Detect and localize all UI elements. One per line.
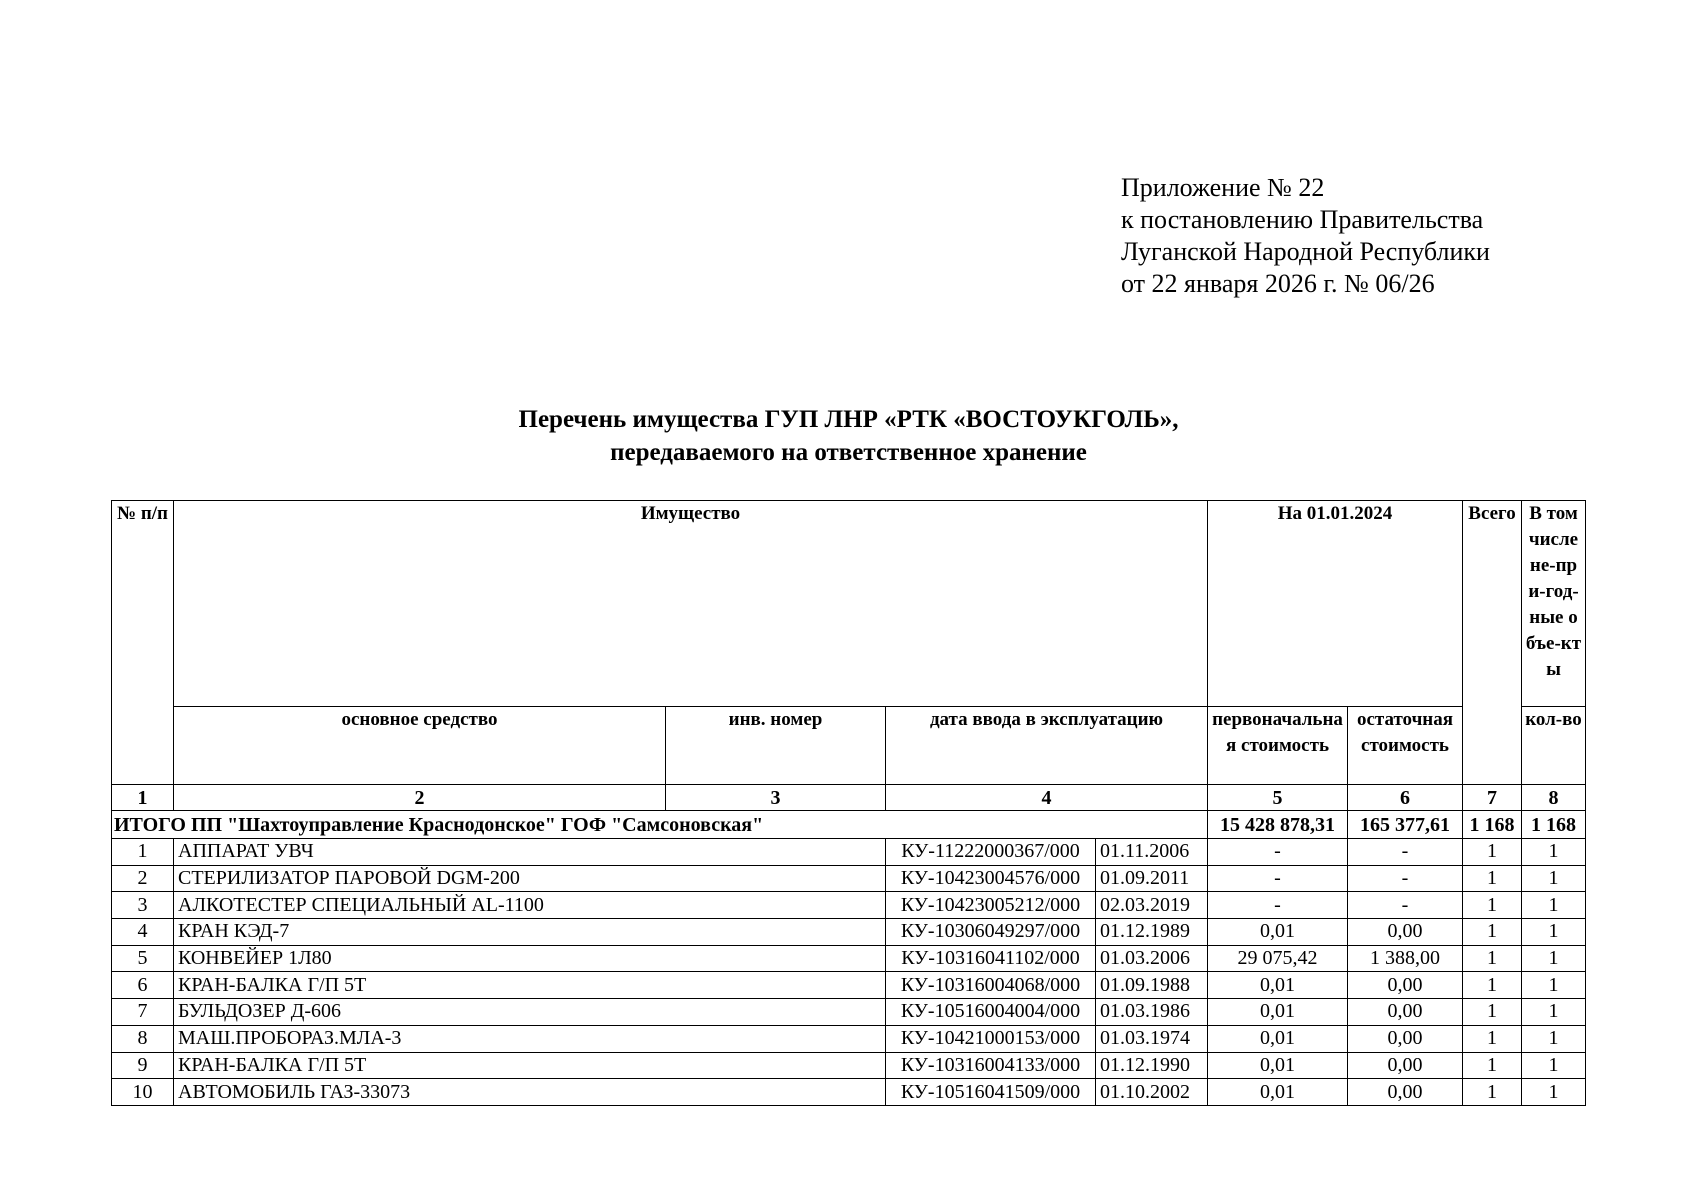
col-number: 7 (1463, 785, 1522, 811)
initial-cost: 29 075,42 (1208, 945, 1348, 972)
col-number: 6 (1348, 785, 1463, 811)
header-inv: инв. номер (666, 707, 886, 785)
initial-cost: - (1208, 892, 1348, 919)
unusable-qty: 1 (1522, 919, 1586, 946)
property-table (111, 500, 1586, 1106)
summary-label: ИТОГО ПП "Шахтоуправление Краснодонское" ГОФ "Самсоновская" (112, 811, 1208, 839)
asset-name: АЛКОТЕСТЕР СПЕЦИАЛЬНЫЙ AL-1100 (174, 892, 886, 919)
column-number-row (112, 785, 1586, 811)
inventory-number: КУ-10516004004/000 (886, 999, 1096, 1026)
commission-date: 01.11.2006 (1096, 839, 1208, 866)
row-number: 10 (112, 1079, 174, 1106)
header-row-sub (112, 707, 1586, 785)
inventory-number: КУ-10316041102/000 (886, 945, 1096, 972)
header-unusable: В том числе не-при-год-ные объе-кты (1522, 501, 1586, 707)
residual-cost: - (1348, 892, 1463, 919)
residual-cost: 0,00 (1348, 919, 1463, 946)
commission-date: 02.03.2019 (1096, 892, 1208, 919)
unusable-qty: 1 (1522, 1025, 1586, 1052)
inventory-number: КУ-10516041509/000 (886, 1079, 1096, 1106)
initial-cost: - (1208, 865, 1348, 892)
col-number: 3 (666, 785, 886, 811)
asset-name: КОНВЕЙЕР 1Л80 (174, 945, 886, 972)
asset-name: БУЛЬДОЗЕР Д-606 (174, 999, 886, 1026)
table-row (112, 1052, 1586, 1079)
residual-cost: 1 388,00 (1348, 945, 1463, 972)
row-number: 1 (112, 839, 174, 866)
row-number: 8 (112, 1025, 174, 1052)
asset-name: АППАРАТ УВЧ (174, 839, 886, 866)
residual-cost: 0,00 (1348, 1052, 1463, 1079)
asset-name: АВТОМОБИЛЬ ГАЗ-33073 (174, 1079, 886, 1106)
row-number: 5 (112, 945, 174, 972)
commission-date: 01.09.1988 (1096, 972, 1208, 999)
inventory-number: КУ-11222000367/000 (886, 839, 1096, 866)
appendix-note (1121, 172, 1490, 300)
total-qty: 1 (1463, 865, 1522, 892)
header-total: Всего (1463, 501, 1522, 785)
summary-initial-cost: 15 428 878,31 (1208, 811, 1348, 839)
summary-total: 1 168 (1463, 811, 1522, 839)
inventory-number: КУ-10316004133/000 (886, 1052, 1096, 1079)
initial-cost: 0,01 (1208, 999, 1348, 1026)
total-qty: 1 (1463, 1079, 1522, 1106)
commission-date: 01.12.1989 (1096, 919, 1208, 946)
initial-cost: 0,01 (1208, 1025, 1348, 1052)
header-num: № п/п (112, 501, 174, 785)
total-qty: 1 (1463, 919, 1522, 946)
residual-cost: 0,00 (1348, 1079, 1463, 1106)
row-number: 4 (112, 919, 174, 946)
col-number: 1 (112, 785, 174, 811)
col-number: 8 (1522, 785, 1586, 811)
residual-cost: - (1348, 839, 1463, 866)
residual-cost: 0,00 (1348, 1025, 1463, 1052)
asset-name: КРАН-БАЛКА Г/П 5Т (174, 972, 886, 999)
col-number: 2 (174, 785, 666, 811)
table-row (112, 999, 1586, 1026)
total-qty: 1 (1463, 839, 1522, 866)
unusable-qty: 1 (1522, 1079, 1586, 1106)
total-qty: 1 (1463, 999, 1522, 1026)
appendix-decree: к постановлению Правительства (1121, 205, 1484, 234)
inventory-number: КУ-10423004576/000 (886, 865, 1096, 892)
appendix-date: от 22 января 2026 г. № 06/26 (1121, 269, 1435, 298)
table-row (112, 1079, 1586, 1106)
commission-date: 01.10.2002 (1096, 1079, 1208, 1106)
commission-date: 01.12.1990 (1096, 1052, 1208, 1079)
header-residual-cost: остаточная стоимость (1348, 707, 1463, 785)
initial-cost: 0,01 (1208, 972, 1348, 999)
inventory-number: КУ-10316004068/000 (886, 972, 1096, 999)
header-qty: кол-во (1522, 707, 1586, 785)
table-row (112, 892, 1586, 919)
residual-cost: 0,00 (1348, 999, 1463, 1026)
header-row-top (112, 501, 1586, 707)
total-qty: 1 (1463, 1052, 1522, 1079)
unusable-qty: 1 (1522, 1052, 1586, 1079)
inventory-number: КУ-10421000153/000 (886, 1025, 1096, 1052)
commission-date: 01.03.1974 (1096, 1025, 1208, 1052)
unusable-qty: 1 (1522, 892, 1586, 919)
initial-cost: - (1208, 839, 1348, 866)
header-as-of: На 01.01.2024 (1208, 501, 1463, 707)
residual-cost: 0,00 (1348, 972, 1463, 999)
table-body (112, 839, 1586, 1106)
title-line-2: передаваемого на ответственное хранение (610, 439, 1087, 466)
summary-row (112, 811, 1586, 839)
appendix-republic: Луганской Народной Республики (1121, 237, 1490, 266)
table-row (112, 1025, 1586, 1052)
col-number: 5 (1208, 785, 1348, 811)
initial-cost: 0,01 (1208, 1079, 1348, 1106)
summary-residual-cost: 165 377,61 (1348, 811, 1463, 839)
table-row (112, 945, 1586, 972)
row-number: 7 (112, 999, 174, 1026)
asset-name: СТЕРИЛИЗАТОР ПАРОВОЙ DGM-200 (174, 865, 886, 892)
table-row (112, 972, 1586, 999)
col-number: 4 (886, 785, 1208, 811)
header-property: Имущество (174, 501, 1208, 707)
total-qty: 1 (1463, 945, 1522, 972)
unusable-qty: 1 (1522, 999, 1586, 1026)
header-asset: основное средство (174, 707, 666, 785)
residual-cost: - (1348, 865, 1463, 892)
unusable-qty: 1 (1522, 972, 1586, 999)
unusable-qty: 1 (1522, 865, 1586, 892)
appendix-number: Приложение № 22 (1121, 173, 1325, 202)
commission-date: 01.09.2011 (1096, 865, 1208, 892)
asset-name: КРАН КЭД-7 (174, 919, 886, 946)
inventory-number: КУ-10306049297/000 (886, 919, 1096, 946)
inventory-number: КУ-10423005212/000 (886, 892, 1096, 919)
commission-date: 01.03.2006 (1096, 945, 1208, 972)
total-qty: 1 (1463, 892, 1522, 919)
commission-date: 01.03.1986 (1096, 999, 1208, 1026)
summary-unusable: 1 168 (1522, 811, 1586, 839)
unusable-qty: 1 (1522, 945, 1586, 972)
initial-cost: 0,01 (1208, 1052, 1348, 1079)
total-qty: 1 (1463, 1025, 1522, 1052)
document-title (0, 403, 1697, 469)
table-row (112, 919, 1586, 946)
table-row (112, 839, 1586, 866)
row-number: 6 (112, 972, 174, 999)
title-line-1: Перечень имущества ГУП ЛНР «РТК «ВОСТОУКГОЛЬ», (518, 406, 1179, 433)
header-date: дата ввода в эксплуатацию (886, 707, 1208, 785)
total-qty: 1 (1463, 972, 1522, 999)
asset-name: КРАН-БАЛКА Г/П 5Т (174, 1052, 886, 1079)
unusable-qty: 1 (1522, 839, 1586, 866)
row-number: 3 (112, 892, 174, 919)
table-row (112, 865, 1586, 892)
header-initial-cost: первоначальная стоимость (1208, 707, 1348, 785)
initial-cost: 0,01 (1208, 919, 1348, 946)
asset-name: МАШ.ПРОБОРАЗ.МЛА-3 (174, 1025, 886, 1052)
row-number: 9 (112, 1052, 174, 1079)
row-number: 2 (112, 865, 174, 892)
